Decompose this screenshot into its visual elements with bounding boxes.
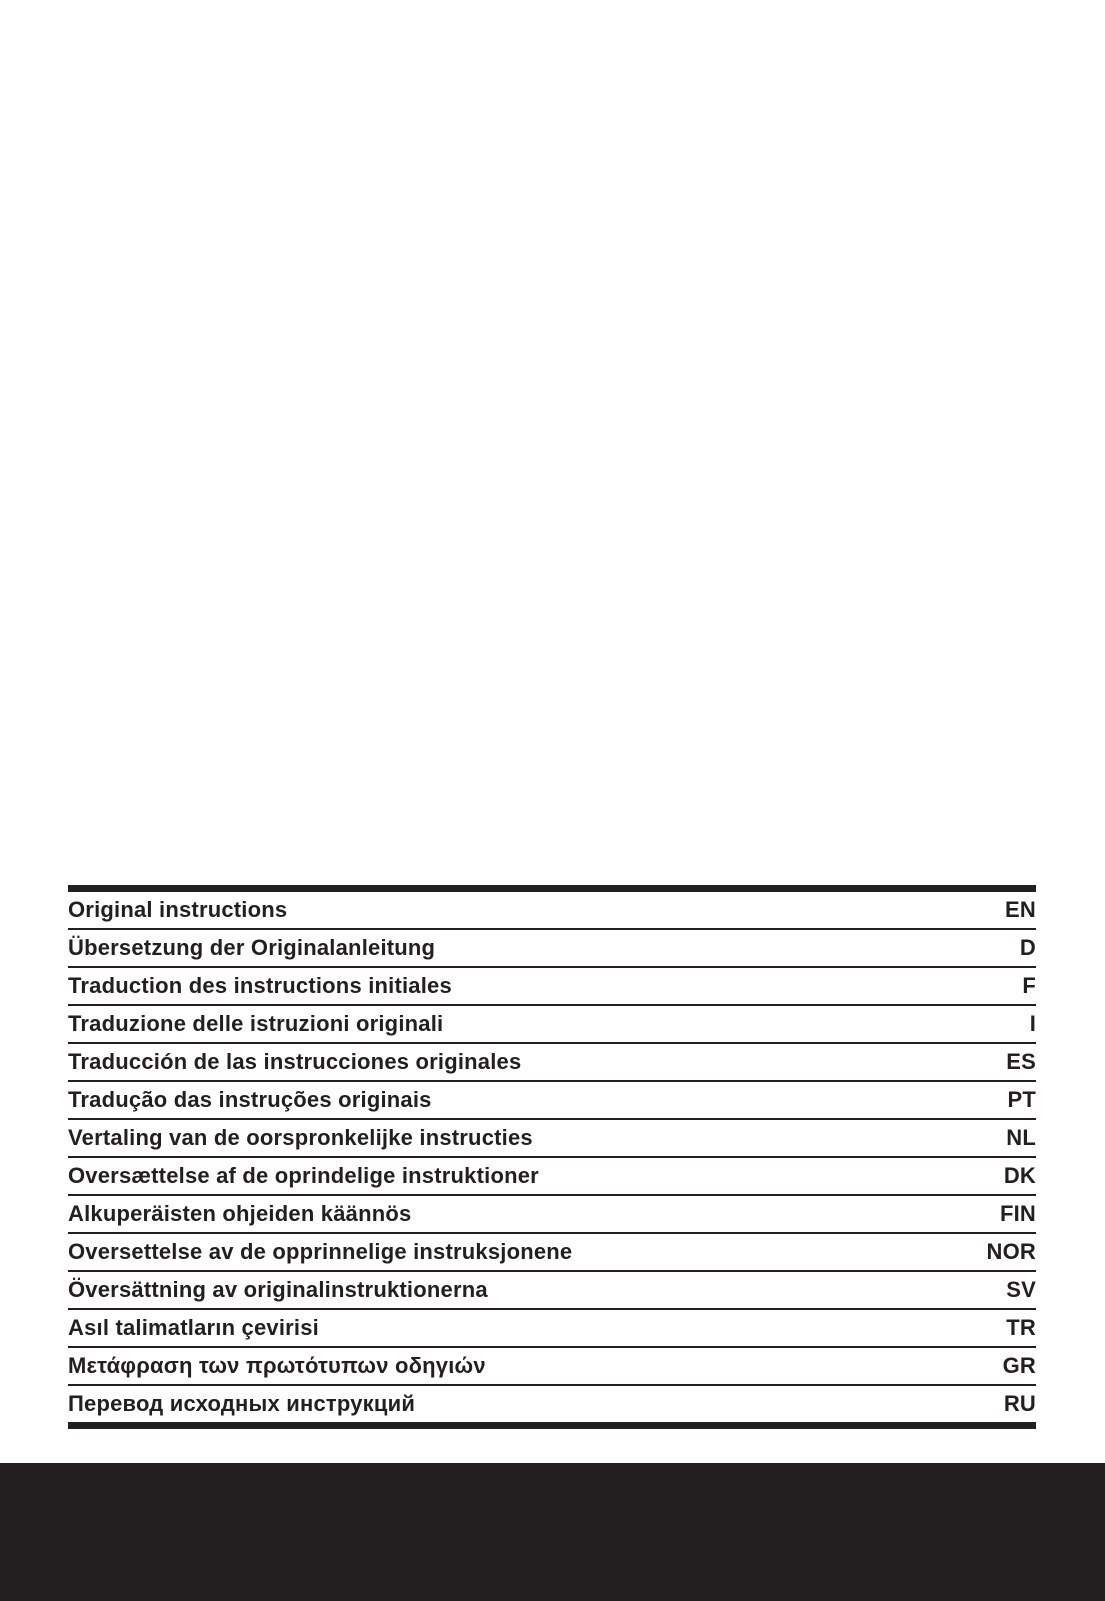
language-code: F — [1022, 973, 1036, 998]
language-row-fin — [68, 1196, 1036, 1234]
language-code: PT — [1007, 1087, 1036, 1112]
language-title: Oversettelse av de opprinnelige instruksjonene — [68, 1239, 573, 1264]
language-row-d — [68, 930, 1036, 968]
language-code: TR — [1006, 1315, 1036, 1340]
language-title: Original instructions — [68, 897, 288, 922]
language-code: I — [1029, 1011, 1036, 1036]
language-row-es — [68, 1044, 1036, 1082]
language-code: FIN — [999, 1201, 1036, 1226]
language-row-gr — [68, 1348, 1036, 1386]
language-row-en — [68, 892, 1036, 930]
language-title: Översättning av originalinstruktionerna — [68, 1277, 488, 1302]
language-title: Asıl talimatların çevirisi — [68, 1315, 319, 1340]
language-title: Traduction des instructions initiales — [68, 973, 452, 998]
language-title: Vertaling van de oorspronkelijke instructies — [68, 1125, 533, 1150]
language-row-sv — [68, 1272, 1036, 1310]
language-row-pt — [68, 1082, 1036, 1120]
language-row-dk — [68, 1158, 1036, 1196]
language-code: GR — [1002, 1353, 1036, 1378]
language-code: RU — [1003, 1391, 1036, 1416]
language-row-nl — [68, 1120, 1036, 1158]
language-row-ru — [68, 1386, 1036, 1422]
language-title: Traduzione delle istruzioni originali — [68, 1011, 444, 1036]
language-code: EN — [1005, 897, 1036, 922]
language-code: NOR — [986, 1239, 1036, 1264]
language-row-tr — [68, 1310, 1036, 1348]
language-title: Перевод исходных инструкций — [68, 1391, 416, 1416]
language-index-table — [68, 885, 1036, 1429]
language-code: ES — [1006, 1049, 1036, 1074]
language-row-f — [68, 968, 1036, 1006]
language-code: NL — [1006, 1125, 1036, 1150]
language-row-i — [68, 1006, 1036, 1044]
language-code: D — [1019, 935, 1036, 960]
language-title: Traducción de las instrucciones originales — [68, 1049, 522, 1074]
language-code: DK — [1003, 1163, 1036, 1188]
language-title: Übersetzung der Originalanleitung — [68, 935, 436, 960]
language-title: Alkuperäisten ohjeiden käännös — [68, 1201, 412, 1226]
footer-band — [0, 1463, 1105, 1601]
language-code: SV — [1006, 1277, 1036, 1302]
language-title: Tradução das instruções originais — [68, 1087, 432, 1112]
language-title: Μετάφραση των πρωτότυπων οδηγιών — [68, 1353, 486, 1378]
language-row-nor — [68, 1234, 1036, 1272]
language-title: Oversættelse af de oprindelige instruktioner — [68, 1163, 539, 1188]
